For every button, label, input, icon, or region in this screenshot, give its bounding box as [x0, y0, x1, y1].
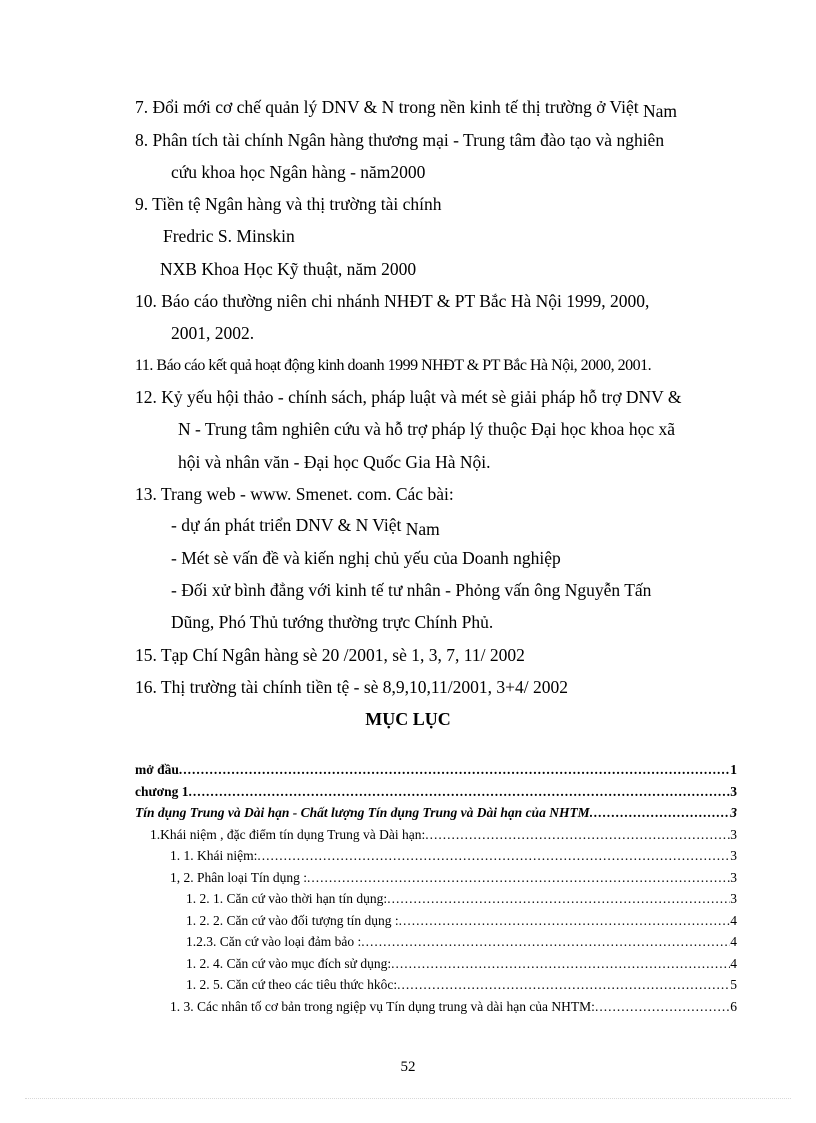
reference-8-cont: cứu khoa học Ngân hàng - năm2000	[171, 162, 426, 182]
toc-entry-title: 1. 2. 5. Căn cứ theo các tiêu thức hkôc:	[186, 977, 398, 992]
toc-entry-1-2-5[interactable]	[186, 976, 737, 994]
page-number: 52	[400, 1059, 416, 1075]
toc-entry-title: 1. 2. 2. Căn cứ vào đối tượng tín dụng :	[186, 913, 399, 928]
reference-10-cont: 2001, 2002.	[171, 323, 255, 343]
reference-10: 10. Báo cáo thường niên chi nhánh NHĐT & PT Bắc Hà Nội 1999, 2000,	[135, 291, 650, 311]
toc-entry-1[interactable]	[150, 826, 737, 844]
reference-13-item-1: - dự án phát triển DNV & N Việt Nam	[171, 515, 440, 539]
reference-16: 16. Thị trường tài chính tiền tệ - sè 8,9,10,11/2001, 3+4/ 2002	[135, 677, 569, 697]
page-bottom-divider	[25, 1098, 791, 1099]
toc-entry-page: 3	[730, 870, 737, 885]
toc-entry-1-2-3[interactable]	[186, 933, 737, 951]
toc-entry-title: chương 1	[135, 784, 189, 799]
reference-13-item-3-cont: Dũng, Phó Thủ tướng thường trực Chính Phủ.	[171, 612, 494, 632]
reference-12-cont-1: N - Trung tâm nghiên cứu và hỗ trợ pháp lý thuộc Đại học khoa học xã	[178, 419, 675, 439]
reference-15: 15. Tạp Chí Ngân hàng sè 20 /2001, sè 1, 3, 7, 11/ 2002	[135, 645, 525, 665]
toc-entry-1-2-4[interactable]	[186, 955, 737, 973]
toc-entry-page: 6	[730, 999, 737, 1014]
toc-entry-title: 1. 2. 1. Căn cứ vào thời hạn tín dụng:	[186, 891, 388, 906]
reference-9-author: Fredric S. Minskin	[163, 226, 295, 246]
toc-entry-title: 1. 2. 4. Căn cứ vào mục đích sử dụng:	[186, 956, 392, 971]
toc-entry-1-3[interactable]	[170, 998, 737, 1016]
toc-entry-chapter-title[interactable]	[135, 804, 737, 822]
toc-entry-title: mở đầu	[135, 762, 179, 777]
reference-12: 12. Kỷ yếu hội thảo - chính sách, pháp luật và mét sè giải pháp hỗ trợ DNV &	[135, 387, 682, 407]
reference-9: 9. Tiền tệ Ngân hàng và thị trường tài chính	[135, 194, 442, 214]
reference-13: 13. Trang web - www. Smenet. com. Các bài:	[135, 484, 454, 504]
toc-entry-title: 1. 1. Khái niệm:	[170, 848, 258, 863]
toc-entry-1-2-2[interactable]	[186, 912, 737, 930]
toc-entry-1-1[interactable]	[170, 847, 737, 865]
toc-entry-page: 1	[730, 762, 737, 777]
toc-entry-title: Tín dụng Trung và Dài hạn - Chất lượng Tín dụng Trung và Dài hạn của NHTM	[135, 805, 590, 820]
toc-entry-chuong-1[interactable]	[135, 783, 737, 801]
toc-entry-page: 3	[730, 784, 737, 799]
reference-13-item-3: - Đối xử bình đẳng với kinh tế tư nhân - Phỏng vấn ông Nguyễn Tấn	[171, 580, 652, 600]
toc-entry-title: 1, 2. Phân loại Tín dụng :	[170, 870, 307, 885]
toc-entry-title: 1. 3. Các nhân tố cơ bản trong ngiệp vụ Tín dụng trung và dài hạn của NHTM:	[170, 999, 595, 1014]
reference-11: 11. Báo cáo kết quả hoạt động kinh doanh 1999 NHĐT & PT Bắc Hà Nội, 2000, 2001.	[135, 357, 652, 374]
toc-entry-page: 3	[730, 848, 737, 863]
reference-8: 8. Phân tích tài chính Ngân hàng thương mại - Trung tâm đào tạo và nghiên	[135, 130, 665, 150]
toc-entry-1-2[interactable]	[170, 869, 737, 887]
reference-13-item-2: - Mét sè vấn đề và kiến nghị chủ yếu của Doanh nghiệp	[171, 548, 561, 568]
toc-entry-page: 3	[730, 891, 737, 906]
toc-entry-title: 1.Khái niệm , đặc điểm tín dụng Trung và Dài hạn:	[150, 827, 426, 842]
toc-entry-page: 5	[730, 977, 737, 992]
toc-entry-page: 4	[730, 956, 737, 971]
reference-12-cont-2: hội và nhân văn - Đại học Quốc Gia Hà Nội.	[178, 452, 491, 472]
toc-entry-page: 4	[730, 913, 737, 928]
toc-entry-1-2-1[interactable]	[186, 890, 737, 908]
toc-entry-page: 4	[730, 934, 737, 949]
toc-entry-page: 3	[730, 827, 737, 842]
toc-entry-page: 3	[730, 805, 737, 820]
reference-7: 7. Đổi mới cơ chế quản lý DNV & N trong nền kinh tế thị trường ở Việt Nam	[135, 97, 678, 121]
toc-entry-title: 1.2.3. Căn cứ vào loại đảm bảo :	[186, 934, 362, 949]
toc-title: MỤC LỤC	[365, 709, 451, 729]
toc-entry-mo-dau[interactable]	[135, 761, 737, 779]
reference-9-publisher: NXB Khoa Học Kỹ thuật, năm 2000	[160, 259, 417, 279]
